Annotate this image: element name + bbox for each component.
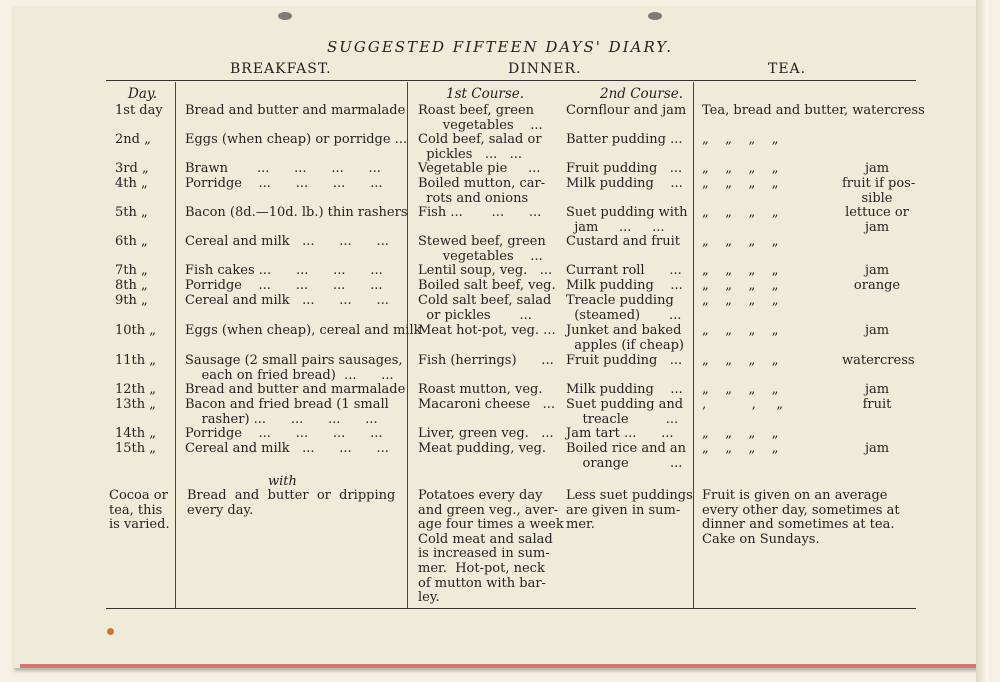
tea-cell: „ „ „ „ xyxy=(702,382,779,397)
binding-hole xyxy=(648,12,662,20)
page-title: SUGGESTED FIFTEEN DAYS' DIARY. xyxy=(326,38,674,56)
ink-spot xyxy=(107,628,114,635)
table-row xyxy=(0,278,1000,293)
breakfast-cell: Cereal and milk ... ... ... xyxy=(185,441,389,456)
day-cell: 10th „ xyxy=(115,323,157,338)
tea-extra-cell: jam xyxy=(864,441,890,456)
tea-cell: „ „ „ „ xyxy=(702,234,779,249)
table-row xyxy=(0,205,1000,234)
breakfast-cell: Porridge ... ... ... ... xyxy=(185,176,383,191)
tea-cell: „ „ „ „ xyxy=(702,323,779,338)
dinner-first-course-cell: Boiled salt beef, veg. xyxy=(418,278,556,293)
tea-cell: „ „ „ „ xyxy=(702,441,779,456)
tea-cell: Tea, bread and butter, watercress xyxy=(702,103,925,118)
table-row xyxy=(0,234,1000,263)
table-row xyxy=(0,161,1000,176)
dinner-second-course-cell: Treacle pudding (steamed) ... xyxy=(566,293,682,323)
dinner-first-course-cell: Roast beef, green vegetables ... xyxy=(418,103,543,133)
tea-cell: „ „ „ „ xyxy=(702,426,779,441)
tea-extra-cell: jam xyxy=(864,263,890,278)
table-row xyxy=(0,263,1000,278)
dinner-first-course-cell: Lentil soup, veg. ... xyxy=(418,263,553,278)
dinner-second-course-cell: Milk pudding ... xyxy=(566,176,683,191)
table-top-rule xyxy=(106,80,916,81)
day-cell: 14th „ xyxy=(115,426,157,441)
dinner-second-course-cell: Junket and baked apples (if cheap) xyxy=(566,323,684,353)
breakfast-cell: Brawn ... ... ... ... xyxy=(185,161,381,176)
header-tea: TEA. xyxy=(768,61,807,77)
day-cell: 12th „ xyxy=(115,382,157,397)
tea-extra-cell: lettuce or jam xyxy=(845,205,909,235)
breakfast-cell: Porridge ... ... ... ... xyxy=(185,278,383,293)
day-cell: 2nd „ xyxy=(115,132,151,147)
header-dinner: DINNER. xyxy=(508,61,582,77)
tea-extra-cell: fruit xyxy=(862,397,892,412)
breakfast-cell: Eggs (when cheap), cereal and milk xyxy=(185,323,422,338)
tea-cell: „ „ „ „ xyxy=(702,132,779,147)
table-row xyxy=(0,176,1000,205)
dinner-first-course-cell: Vegetable pie ... xyxy=(418,161,541,176)
tea-cell: „ „ „ „ xyxy=(702,293,779,308)
tea-cell: „ „ „ „ xyxy=(702,278,779,293)
page-edge xyxy=(20,664,988,668)
day-cell: 1st day xyxy=(115,103,163,118)
day-cell: 4th „ xyxy=(115,176,148,191)
breakfast-cell: Cereal and milk ... ... ... xyxy=(185,234,389,249)
tea-cell: „ „ „ „ xyxy=(702,161,779,176)
dinner-second-course-cell: Boiled rice and an orange ... xyxy=(566,441,687,471)
breakfast-cell: Porridge ... ... ... ... xyxy=(185,426,383,441)
tea-extra-cell: jam xyxy=(864,323,890,338)
dinner-first-course-cell: Meat pudding, veg. xyxy=(418,441,547,456)
tea-extra-cell: jam xyxy=(864,161,890,176)
table-row xyxy=(0,426,1000,441)
day-note: Cocoa or tea, this is varied. xyxy=(109,488,170,533)
dinner-first-course-cell: Fish (herrings) ... xyxy=(418,353,554,368)
with-note: with xyxy=(268,474,297,489)
breakfast-cell: Eggs (when cheap) or porridge ... xyxy=(185,132,408,147)
dinner-first-course-cell: Liver, green veg. ... xyxy=(418,426,554,441)
tea-extra-cell: fruit if pos- sible xyxy=(842,176,916,206)
dinner-second-course-cell: Custard and fruit xyxy=(566,234,680,249)
day-cell: 15th „ xyxy=(115,441,157,456)
table-row xyxy=(0,132,1000,161)
dinner-first-course-cell: Fish ... ... ... xyxy=(418,205,542,220)
table-row xyxy=(0,293,1000,323)
dinner-first-course-cell: Stewed beef, green vegetables ... xyxy=(418,234,546,264)
table-row xyxy=(0,397,1000,426)
dinner-first-course-cell: Roast mutton, veg. xyxy=(418,382,543,397)
dinner-first-course-cell: Cold salt beef, salad or pickles ... xyxy=(418,293,552,323)
subheader-first-course: 1st Course. xyxy=(446,86,525,102)
dinner-first-course-cell: Cold beef, salad or pickles ... ... xyxy=(418,132,542,162)
breakfast-note: Bread and butter or dripping every day. xyxy=(187,488,396,518)
dinner-second-course-cell: Batter pudding ... xyxy=(566,132,683,147)
breakfast-cell: Sausage (2 small pairs sausages, each on fried bread) ... ... xyxy=(185,353,403,383)
header-breakfast: BREAKFAST. xyxy=(230,61,332,77)
tea-extra-cell: watercress xyxy=(842,353,915,368)
subheader-second-course: 2nd Course. xyxy=(600,86,684,102)
day-cell: 5th „ xyxy=(115,205,148,220)
day-cell: 7th „ xyxy=(115,263,148,278)
dinner-second-course-cell: Milk pudding ... xyxy=(566,382,683,397)
tea-cell: „ „ „ „ xyxy=(702,205,779,220)
day-cell: 9th „ xyxy=(115,293,148,308)
tea-note: Fruit is given on an average every other day, sometimes at dinner and sometimes at tea. Cake on Sundays. xyxy=(702,488,900,547)
breakfast-cell: Bread and butter and marmalade xyxy=(185,382,406,397)
dinner-second-course-cell: Suet pudding and treacle ... xyxy=(566,397,684,427)
day-cell: 11th „ xyxy=(115,353,157,368)
dinner-second-course-cell: Milk pudding ... xyxy=(566,278,683,293)
tea-extra-cell: orange xyxy=(853,278,901,293)
dinner-first-course-note: Potatoes every day and green veg., aver- age four times a week Cold meat and salad is increased in sum- mer. Hot-pot, neck of mutton with bar- ley. xyxy=(418,488,564,606)
breakfast-cell: Bacon (8d.—10d. lb.) thin rashers xyxy=(185,205,408,220)
dinner-second-course-cell: Fruit pudding ... xyxy=(566,353,683,368)
diary-table xyxy=(0,103,1000,471)
dinner-second-course-cell: Suet pudding with jam ... ... xyxy=(566,205,688,235)
dinner-second-course-cell: Currant roll ... xyxy=(566,263,682,278)
tea-cell: „ „ „ „ xyxy=(702,353,779,368)
breakfast-cell: Fish cakes ... ... ... ... xyxy=(185,263,383,278)
dinner-second-course-cell: Fruit pudding ... xyxy=(566,161,683,176)
dinner-first-course-cell: Boiled mutton, car- rots and onions xyxy=(418,176,546,206)
dinner-first-course-cell: Meat hot-pot, veg. ... xyxy=(418,323,556,338)
breakfast-cell: Cereal and milk ... ... ... xyxy=(185,293,389,308)
day-cell: 8th „ xyxy=(115,278,148,293)
dinner-second-course-cell: Cornflour and jam xyxy=(566,103,687,118)
dinner-second-course-note: Less suet puddings are given in sum- mer. xyxy=(566,488,693,533)
day-cell: 6th „ xyxy=(115,234,148,249)
table-row xyxy=(0,353,1000,382)
table-row xyxy=(0,382,1000,397)
day-cell: 13th „ xyxy=(115,397,157,412)
breakfast-cell: Bread and butter and marmalade xyxy=(185,103,406,118)
table-row xyxy=(0,441,1000,471)
tea-cell: „ „ „ „ xyxy=(702,176,779,191)
dinner-second-course-cell: Jam tart ... ... xyxy=(566,426,674,441)
breakfast-cell: Bacon and fried bread (1 small rasher) ... ... ... ... xyxy=(185,397,389,427)
dinner-first-course-cell: Macaroni cheese ... xyxy=(418,397,555,412)
binding-hole xyxy=(278,12,292,20)
tea-cell: ‚ ‚ „ xyxy=(702,397,784,412)
subheader-day: Day. xyxy=(128,86,157,102)
tea-cell: „ „ „ „ xyxy=(702,263,779,278)
table-bottom-rule xyxy=(106,608,916,609)
tea-extra-cell: jam xyxy=(864,382,890,397)
table-row xyxy=(0,103,1000,132)
table-row xyxy=(0,323,1000,353)
day-cell: 3rd „ xyxy=(115,161,149,176)
